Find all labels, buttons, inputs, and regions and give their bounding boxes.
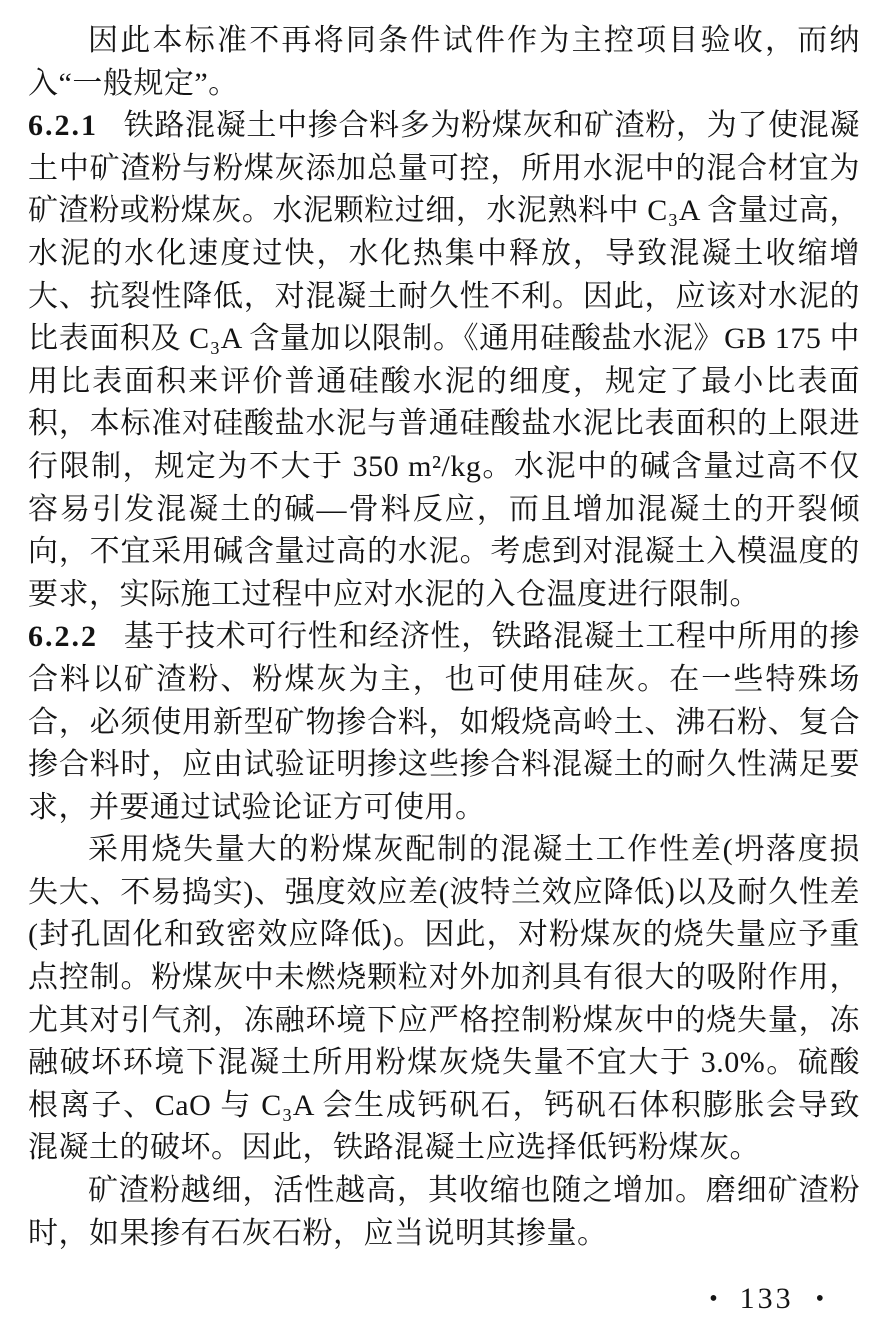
page-number: 133 [739,1282,794,1315]
paragraph-continuation [28,20,860,105]
paragraph-text: 因此本标准不再将同条件试件作为主控项目验收，而纳入“一般规定”。 [28,24,860,100]
paragraph-text: 矿渣粉越细，活性越高，其收缩也随之增加。磨细矿渣粉时，如果掺有石灰石粉，应当说明其掺量。 [28,1174,860,1250]
paragraph-fly-ash [28,829,860,1170]
section-number-6-2-2: 6.2.2 [28,620,98,654]
page-footer [709,1281,824,1317]
section-number-6-2-1: 6.2.1 [28,109,98,143]
paragraph-slag-powder [28,1170,860,1255]
paragraph-6-2-2 [28,616,860,829]
paragraph-text: 基于技术可行性和经济性，铁路混凝土工程中所用的掺合料以矿渣粉、粉煤灰为主，也可使用硅灰。在一些特殊场合，必须使用新型矿物掺合料，如煅烧高岭土、沸石粉、复合掺合料时，应由试验证明掺这些掺合料混凝土的耐久性满足要求，并要通过试验论证方可使用。 [28,620,860,824]
paragraph-6-2-1 [28,105,860,616]
footer-bullet-right: • [815,1286,824,1312]
paragraph-text: 采用烧失量大的粉煤灰配制的混凝土工作性差(坍落度损失大、不易捣实)、强度效应差(波特兰效应降低)以及耐久性差(封孔固化和致密效应降低)。因此，对粉煤灰的烧失量应予重点控制。粉煤灰中未燃烧颗粒对外加剂具有很大的吸附作用，尤其对引气剂，冻融环境下应严格控制粉煤灰中的烧失量，冻融破坏环境下混凝土所用粉煤灰烧失量不宜大于 3.0%。硫酸根离子、CaO 与 C₃A 会生成钙矾石，钙矾石体积膨胀会导致混凝土的破坏。因此，铁路混凝土应选择低钙粉煤灰。 [28,833,860,1165]
footer-bullet-left: • [709,1286,718,1312]
paragraph-text: 铁路混凝土中掺合料多为粉煤灰和矿渣粉，为了使混凝土中矿渣粉与粉煤灰添加总量可控，所用水泥中的混合材宜为矿渣粉或粉煤灰。水泥颗粒过细，水泥熟料中 C₃A 含量过高，水泥的水化速度过快，水化热集中释放，导致混凝土收缩增大、抗裂性降低，对混凝土耐久性不利。因此，应该对水泥的比表面积及 C₃A 含量加以限制。《通用硅酸盐水泥》GB 175 中用比表面积来评价普通硅酸水泥的细度，规定了最小比表面积，本标准对硅酸盐水泥与普通硅酸盐水泥比表面积的上限进行限制，规定为不大于 350 m²/kg。水泥中的碱含量过高不仅容易引发混凝土的碱—骨料反应，而且增加混凝土的开裂倾向，不宜采用碱含量过高的水泥。考虑到对混凝土入模温度的要求，实际施工过程中应对水泥的入仓温度进行限制。 [28,109,860,611]
